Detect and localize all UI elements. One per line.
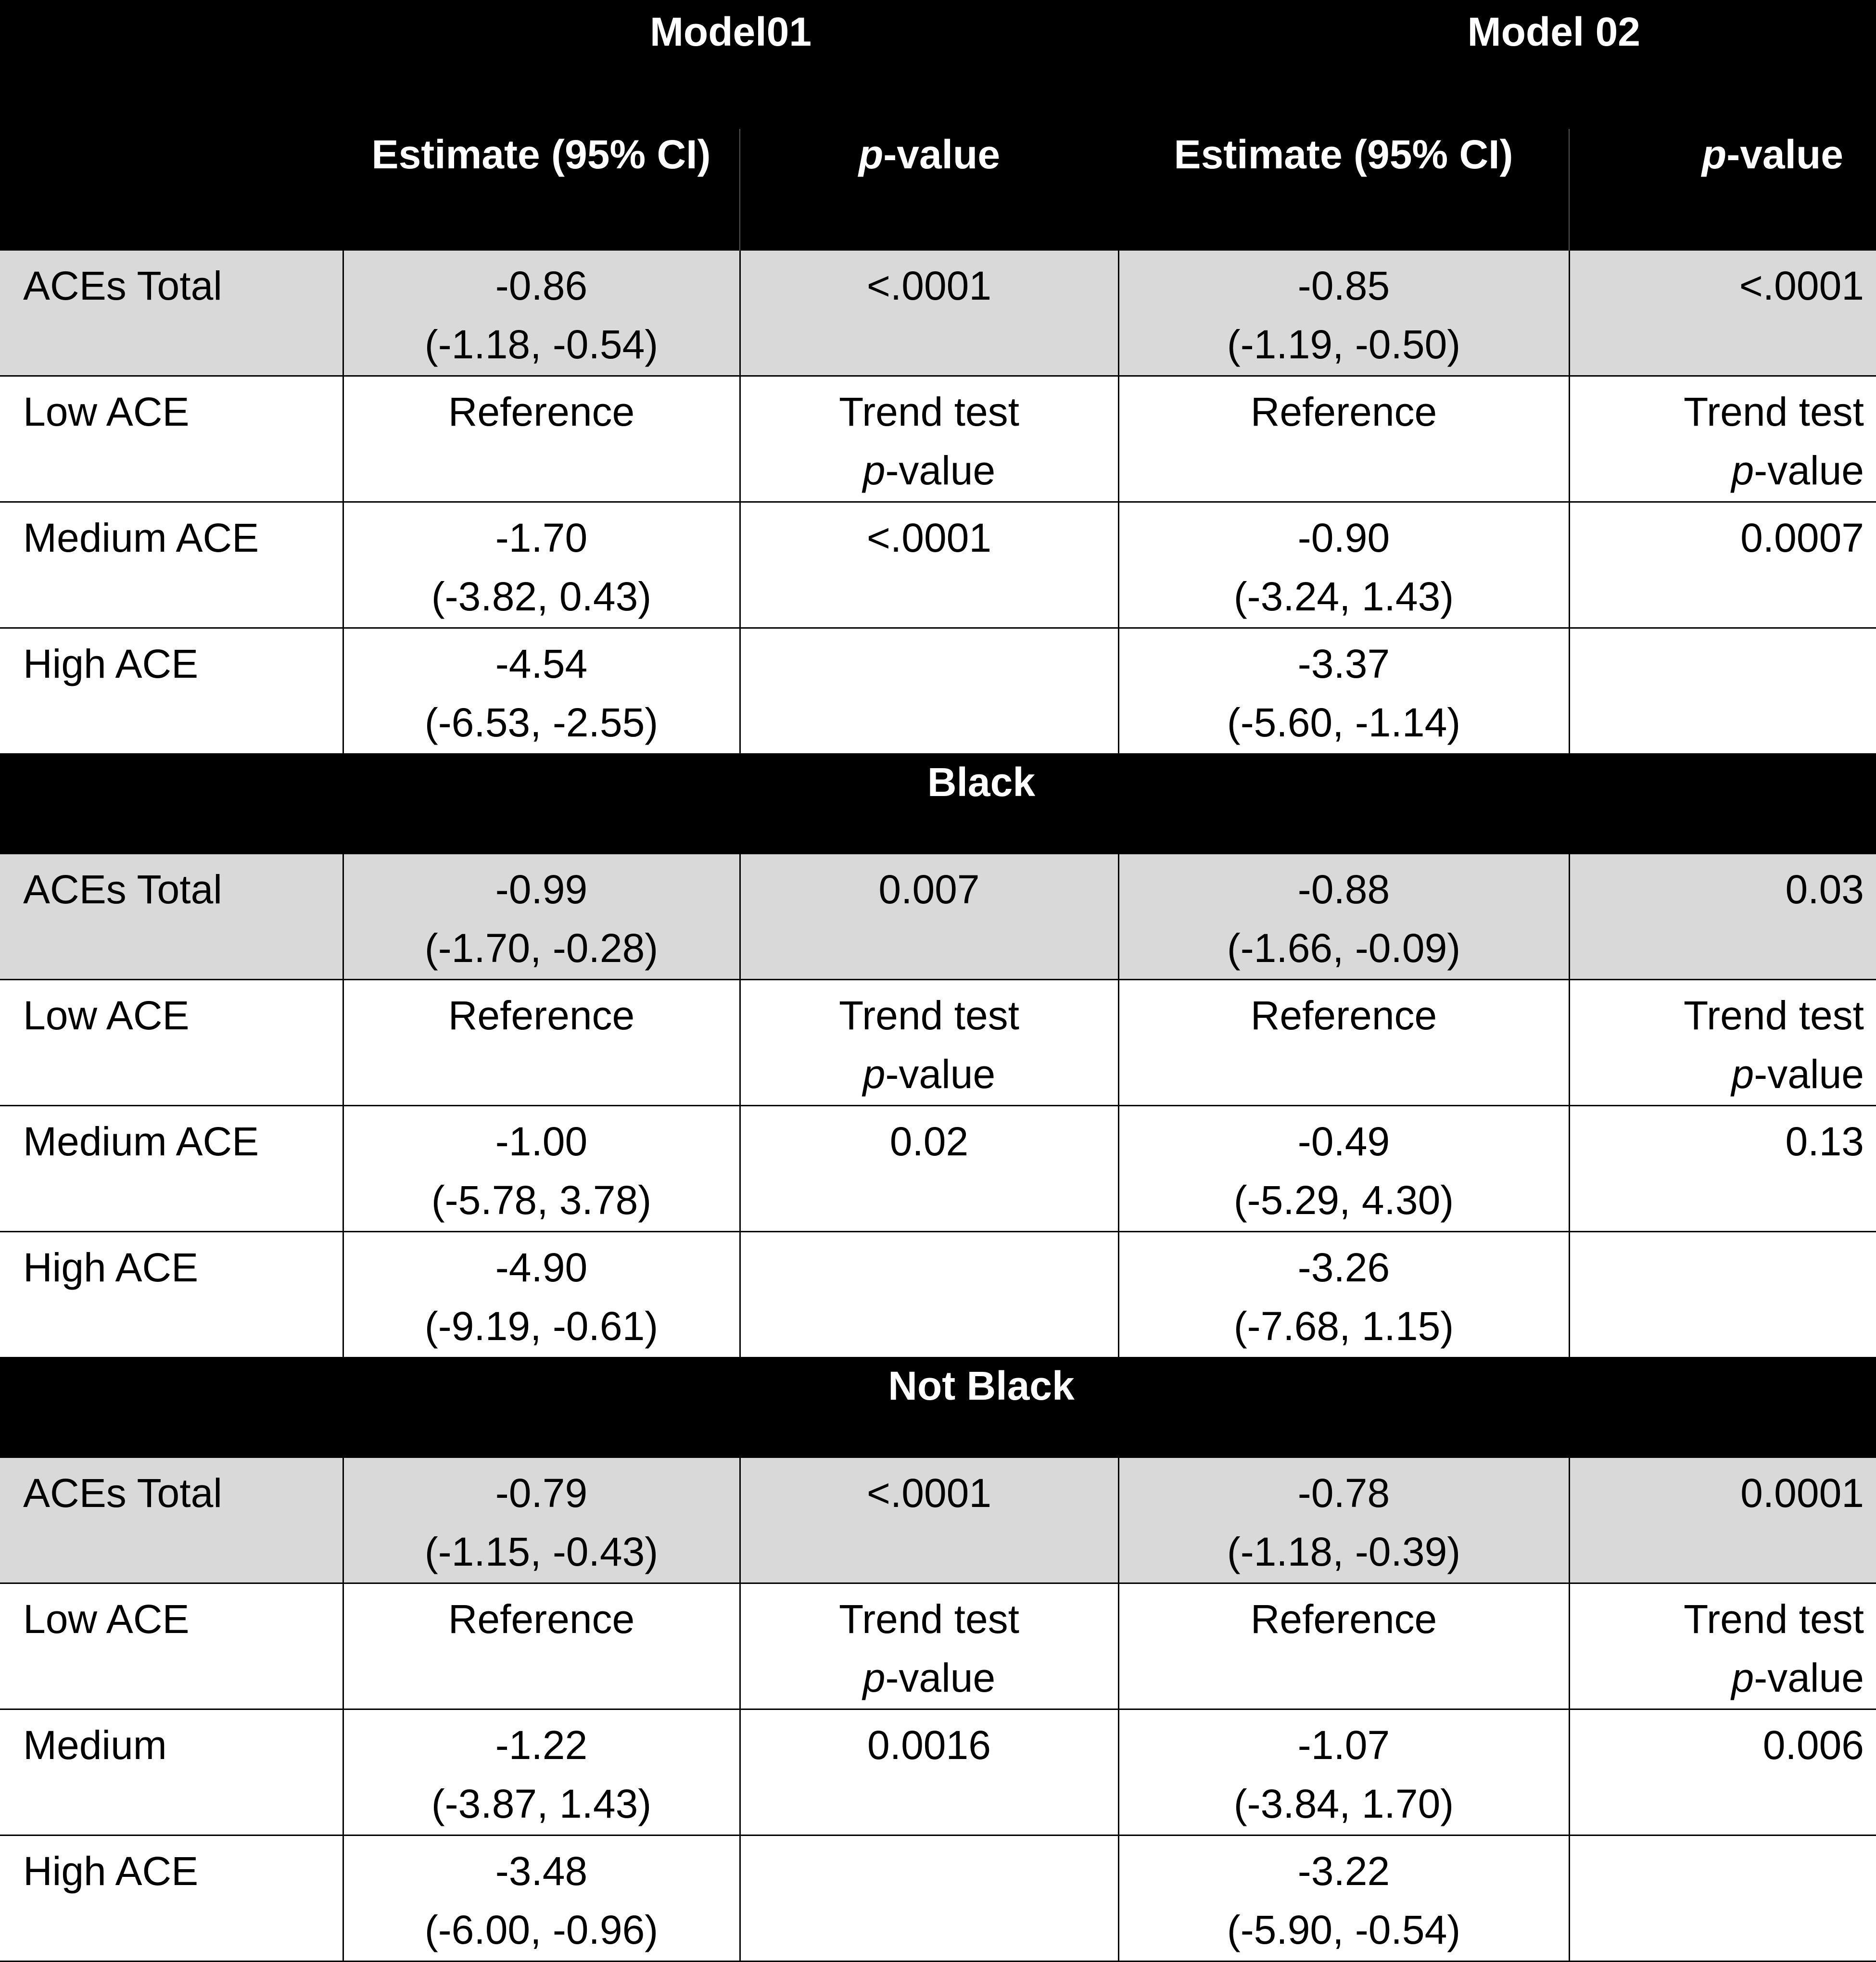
model02-ci: (-7.68, 1.15)	[1233, 1304, 1454, 1349]
model01-estimate-cell	[343, 376, 740, 502]
model02-pvalue: 0.0001	[1740, 1470, 1864, 1516]
p-suffix: -value	[1754, 1051, 1864, 1097]
row-label: Medium ACE	[0, 1106, 343, 1232]
model01-pvalue-cell	[740, 376, 1118, 502]
model01-ci: (-3.87, 1.43)	[431, 1781, 652, 1826]
model01-estimate: -0.86	[495, 263, 588, 308]
table-row	[0, 1583, 1876, 1709]
model02-estimate: -3.37	[1297, 641, 1390, 686]
model02-pvalue-cell	[1569, 980, 1876, 1106]
model01-ci: (-6.00, -0.96)	[424, 1907, 659, 1952]
model02-pvalue: <.0001	[1739, 263, 1864, 308]
model01-estimate: Reference	[448, 993, 635, 1038]
model02-estimate-cell	[1118, 251, 1569, 376]
p-suffix: -value	[885, 448, 996, 493]
model02-pvalue: 0.03	[1785, 867, 1864, 912]
model02-header: Model 02	[1118, 0, 1876, 129]
model02-estimate: Reference	[1250, 1596, 1437, 1642]
model01-pvalue: 0.007	[878, 867, 980, 912]
model02-estimate: Reference	[1250, 993, 1437, 1038]
model02-estimate-header: Estimate (95% CI)	[1118, 129, 1569, 251]
model01-estimate-header: Estimate (95% CI)	[343, 129, 740, 251]
row-label: Low ACE	[0, 1583, 343, 1709]
header-column-row	[0, 129, 1876, 251]
model01-estimate: -0.99	[495, 867, 588, 912]
model02-ci: (-1.18, -0.39)	[1227, 1529, 1461, 1574]
section-header-black-cell	[0, 753, 1876, 854]
model02-estimate: -0.88	[1297, 867, 1390, 912]
section-header-black-title: Black	[927, 759, 1036, 805]
table-row	[0, 502, 1876, 628]
model01-pvalue: <.0001	[866, 515, 992, 560]
model01-estimate-cell	[343, 1583, 740, 1709]
model01-pvalue-cell	[740, 1709, 1118, 1835]
row-label: High ACE	[0, 1232, 343, 1357]
p-suffix: -value	[1754, 448, 1864, 493]
model02-pvalue-cell	[1569, 251, 1876, 376]
p-italic: p	[862, 1655, 886, 1700]
model01-ci: (-6.53, -2.55)	[424, 700, 659, 745]
model01-estimate: -4.54	[495, 641, 588, 686]
section-header-not-black-cell	[0, 1357, 1876, 1458]
section-header-not-black-title: Not Black	[888, 1363, 1075, 1408]
model01-estimate: -4.90	[495, 1245, 588, 1290]
model01-estimate-cell	[343, 854, 740, 980]
row-label: High ACE	[0, 628, 343, 754]
row-label: Medium ACE	[0, 502, 343, 628]
model01-pvalue-line2	[741, 1045, 1118, 1103]
model01-pvalue-cell	[740, 854, 1118, 980]
table-row	[0, 1709, 1876, 1835]
model01-estimate-cell	[343, 1709, 740, 1835]
model01-estimate-cell	[343, 1835, 740, 1962]
model02-ci: (-5.60, -1.14)	[1227, 700, 1461, 745]
table-row	[0, 251, 1876, 376]
table-row	[0, 1232, 1876, 1357]
model02-estimate: -0.49	[1297, 1119, 1390, 1164]
table-row	[0, 854, 1876, 980]
model02-ci: (-1.19, -0.50)	[1227, 322, 1461, 367]
model01-pvalue-line2	[741, 441, 1118, 500]
table-row	[0, 1458, 1876, 1583]
model01-pvalue: <.0001	[866, 1470, 992, 1516]
model02-pvalue-cell	[1569, 1458, 1876, 1583]
p-italic: p	[862, 448, 886, 493]
model01-pvalue: 0.0016	[867, 1722, 991, 1768]
model01-pvalue-cell	[740, 251, 1118, 376]
p-italic: p	[1731, 448, 1754, 493]
header-corner-cell	[0, 0, 343, 129]
model02-estimate-cell	[1118, 1232, 1569, 1357]
p-suffix: -value	[1726, 132, 1844, 177]
model01-estimate: -1.70	[495, 515, 588, 560]
p-suffix: -value	[885, 1051, 996, 1097]
model01-pvalue: Trend test	[838, 993, 1020, 1038]
model01-pvalue: <.0001	[866, 263, 992, 308]
model02-estimate-cell	[1118, 980, 1569, 1106]
model02-pvalue: Trend test	[1683, 389, 1864, 434]
model02-ci: (-5.29, 4.30)	[1233, 1177, 1454, 1223]
model02-ci: (-3.84, 1.70)	[1233, 1781, 1454, 1826]
model01-ci: (-1.15, -0.43)	[424, 1529, 659, 1574]
model02-estimate-cell	[1118, 1458, 1569, 1583]
p-suffix: -value	[885, 1655, 996, 1700]
model01-ci: (-1.18, -0.54)	[424, 322, 659, 367]
model02-pvalue: 0.0007	[1740, 515, 1864, 560]
model01-pvalue-cell	[740, 1458, 1118, 1583]
p-suffix: -value	[883, 132, 1001, 177]
p-italic: p	[1701, 132, 1727, 177]
p-italic: p	[1731, 1655, 1754, 1700]
model01-estimate-cell	[343, 502, 740, 628]
p-suffix: -value	[1754, 1655, 1864, 1700]
p-italic: p	[1731, 1051, 1754, 1097]
model02-pvalue: Trend test	[1683, 1596, 1864, 1642]
model02-pvalue-cell	[1569, 1232, 1876, 1357]
model02-ci: (-3.24, 1.43)	[1233, 574, 1454, 619]
row-label: Low ACE	[0, 376, 343, 502]
model02-pvalue-cell	[1569, 502, 1876, 628]
model02-pvalue-line2	[1570, 441, 1864, 500]
model02-estimate-cell	[1118, 1583, 1569, 1709]
model01-pvalue-header	[740, 129, 1118, 251]
model01-estimate-cell	[343, 251, 740, 376]
model01-ci: (-3.82, 0.43)	[431, 574, 652, 619]
model01-estimate: -1.22	[495, 1722, 588, 1768]
header-model-row	[0, 0, 1876, 129]
p-italic: p	[858, 132, 884, 177]
model01-pvalue-cell	[740, 1583, 1118, 1709]
model01-ci: (-5.78, 3.78)	[431, 1177, 652, 1223]
model01-estimate-cell	[343, 1106, 740, 1232]
model01-estimate-cell	[343, 1458, 740, 1583]
model02-estimate-cell	[1118, 1709, 1569, 1835]
model02-estimate: -3.22	[1297, 1848, 1390, 1894]
model02-estimate: -0.90	[1297, 515, 1390, 560]
model02-estimate-cell	[1118, 1835, 1569, 1962]
model01-pvalue-cell	[740, 980, 1118, 1106]
model02-estimate-cell	[1118, 1106, 1569, 1232]
model02-pvalue-cell	[1569, 1835, 1876, 1962]
section-header-black	[0, 753, 1876, 854]
model02-pvalue-cell	[1569, 376, 1876, 502]
model01-estimate: Reference	[448, 1596, 635, 1642]
row-label: ACEs Total	[0, 251, 343, 376]
model02-ci: (-5.90, -0.54)	[1227, 1907, 1461, 1952]
model01-ci: (-1.70, -0.28)	[424, 925, 659, 971]
model01-estimate: -3.48	[495, 1848, 588, 1894]
model01-estimate: -1.00	[495, 1119, 588, 1164]
table-row	[0, 628, 1876, 754]
model01-header: Model01	[343, 0, 1118, 129]
table-row	[0, 1106, 1876, 1232]
model01-pvalue: Trend test	[838, 389, 1020, 434]
model01-pvalue-cell	[740, 628, 1118, 754]
model02-estimate-cell	[1118, 628, 1569, 754]
model02-pvalue-cell	[1569, 854, 1876, 980]
model02-pvalue-cell	[1569, 1583, 1876, 1709]
model02-estimate-cell	[1118, 376, 1569, 502]
row-label: Medium	[0, 1709, 343, 1835]
model01-pvalue-line2	[741, 1648, 1118, 1707]
model02-pvalue: Trend test	[1683, 993, 1864, 1038]
model01-pvalue-cell	[740, 1106, 1118, 1232]
model02-estimate-cell	[1118, 502, 1569, 628]
header-corner-cell	[0, 129, 343, 251]
model01-estimate-cell	[343, 1232, 740, 1357]
model01-ci: (-9.19, -0.61)	[424, 1304, 659, 1349]
model02-estimate-cell	[1118, 854, 1569, 980]
model02-pvalue-line2	[1570, 1045, 1864, 1103]
model02-pvalue: 0.13	[1785, 1119, 1864, 1164]
model02-estimate: Reference	[1250, 389, 1437, 434]
p-italic: p	[862, 1051, 886, 1097]
row-label: Low ACE	[0, 980, 343, 1106]
row-label: High ACE	[0, 1835, 343, 1962]
model01-pvalue: 0.02	[889, 1119, 969, 1164]
model02-pvalue-line2	[1570, 1648, 1864, 1707]
model02-estimate: -3.26	[1297, 1245, 1390, 1290]
model02-estimate: -0.78	[1297, 1470, 1390, 1516]
model02-pvalue-cell	[1569, 1709, 1876, 1835]
model01-pvalue-cell	[740, 1835, 1118, 1962]
table-row	[0, 980, 1876, 1106]
model01-estimate-cell	[343, 628, 740, 754]
model02-pvalue-header	[1569, 129, 1876, 251]
model02-pvalue-cell	[1569, 628, 1876, 754]
model02-pvalue-cell	[1569, 1106, 1876, 1232]
model02-estimate: -0.85	[1297, 263, 1390, 308]
model02-estimate: -1.07	[1297, 1722, 1390, 1768]
table-row	[0, 376, 1876, 502]
model01-pvalue-cell	[740, 1232, 1118, 1357]
model01-estimate: Reference	[448, 389, 635, 434]
row-label: ACEs Total	[0, 854, 343, 980]
section-header-not-black	[0, 1357, 1876, 1458]
model02-ci: (-1.66, -0.09)	[1227, 925, 1461, 971]
model01-pvalue: Trend test	[838, 1596, 1020, 1642]
model01-pvalue-cell	[740, 502, 1118, 628]
model02-pvalue: 0.006	[1762, 1722, 1864, 1768]
model01-estimate: -0.79	[495, 1470, 588, 1516]
model01-estimate-cell	[343, 980, 740, 1106]
table-row	[0, 1835, 1876, 1962]
row-label: ACEs Total	[0, 1458, 343, 1583]
